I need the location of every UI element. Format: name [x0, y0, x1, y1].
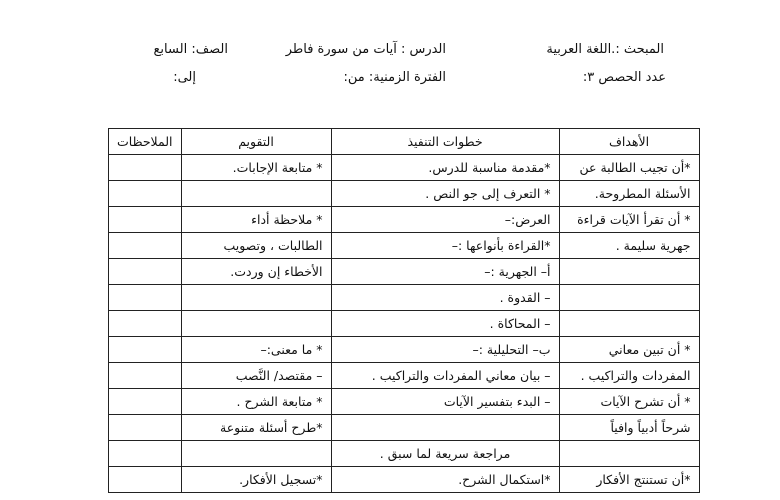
objective-cell: *أن تجيب الطالبة عن — [559, 155, 699, 181]
evaluation-cell: *تسجيل الأفكار. — [181, 467, 331, 493]
table-row — [109, 337, 700, 363]
objective-cell: المفردات والتراكيب . — [559, 363, 699, 389]
objective-cell: *أن تستنتج الأفكار — [559, 467, 699, 493]
step-cell: – البدء بتفسير الآيات — [331, 389, 559, 415]
step-cell: *مقدمة مناسبة للدرس. — [331, 155, 559, 181]
objective-cell — [559, 441, 699, 467]
table-row — [109, 363, 700, 389]
step-cell: * التعرف إلى جو النص . — [331, 181, 559, 207]
timeframe-label: الفترة الزمنية: من: — [343, 70, 446, 85]
table-row — [109, 441, 700, 467]
notes-cell — [109, 233, 182, 259]
evaluation-cell — [181, 311, 331, 337]
periods-label: عدد الحصص ٣: — [582, 70, 666, 85]
grade-label: الصف: السابع — [153, 42, 228, 57]
table-row — [109, 155, 700, 181]
subject-label: المبحث :.اللغة العربية — [546, 42, 664, 57]
notes-cell — [109, 363, 182, 389]
evaluation-cell — [181, 181, 331, 207]
step-cell: ب– التحليلية :– — [331, 337, 559, 363]
lesson-plan-table — [108, 128, 700, 493]
table-row — [109, 467, 700, 493]
step-cell: – بيان معاني المفردات والتراكيب . — [331, 363, 559, 389]
notes-cell — [109, 311, 182, 337]
table-row — [109, 389, 700, 415]
table-body — [109, 155, 700, 493]
notes-cell — [109, 337, 182, 363]
evaluation-cell: – مقتصد/ النَّصب — [181, 363, 331, 389]
evaluation-cell: * متابعة الشرح . — [181, 389, 331, 415]
header-evaluation: التقويم — [181, 129, 331, 155]
notes-cell — [109, 467, 182, 493]
objective-cell — [559, 259, 699, 285]
objective-cell: شرحاً أدبياً وافياً — [559, 415, 699, 441]
table-header-row — [109, 129, 700, 155]
objective-cell: جهرية سليمة . — [559, 233, 699, 259]
notes-cell — [109, 207, 182, 233]
step-cell: أ– الجهرية :– — [331, 259, 559, 285]
table-row — [109, 285, 700, 311]
table-row — [109, 259, 700, 285]
evaluation-cell: الأخطاء إن وردت. — [181, 259, 331, 285]
evaluation-cell: * ما معنى:– — [181, 337, 331, 363]
notes-cell — [109, 415, 182, 441]
notes-cell — [109, 389, 182, 415]
step-cell: *استكمال الشرح. — [331, 467, 559, 493]
step-cell: العرض:– — [331, 207, 559, 233]
step-cell — [331, 415, 559, 441]
table-row — [109, 233, 700, 259]
header-objectives: الأهداف — [559, 129, 699, 155]
table-row — [109, 415, 700, 441]
table-row — [109, 311, 700, 337]
evaluation-cell — [181, 441, 331, 467]
evaluation-cell: * متابعة الإجابات. — [181, 155, 331, 181]
evaluation-cell: *طرح أسئلة متنوعة — [181, 415, 331, 441]
step-cell: مراجعة سريعة لما سبق . — [331, 441, 559, 467]
step-cell: – القدوة . — [331, 285, 559, 311]
table-row — [109, 181, 700, 207]
notes-cell — [109, 155, 182, 181]
to-label: إلى: — [173, 70, 196, 85]
table-row — [109, 207, 700, 233]
header-steps: خطوات التنفيذ — [331, 129, 559, 155]
evaluation-cell — [181, 285, 331, 311]
lesson-label: الدرس : آيات من سورة فاطر — [285, 42, 446, 57]
objective-cell: الأسئلة المطروحة. — [559, 181, 699, 207]
notes-cell — [109, 285, 182, 311]
notes-cell — [109, 181, 182, 207]
notes-cell — [109, 441, 182, 467]
notes-cell — [109, 259, 182, 285]
step-cell: – المحاكاة . — [331, 311, 559, 337]
evaluation-cell: الطالبات ، وتصويب — [181, 233, 331, 259]
objective-cell: * أن تبين معاني — [559, 337, 699, 363]
objective-cell: * أن تقرأ الآيات قراءة — [559, 207, 699, 233]
objective-cell — [559, 285, 699, 311]
objective-cell — [559, 311, 699, 337]
step-cell: *القراءة بأنواعها :– — [331, 233, 559, 259]
objective-cell: * أن تشرح الآيات — [559, 389, 699, 415]
header-notes: الملاحظات — [109, 129, 182, 155]
evaluation-cell: * ملاحظة أداء — [181, 207, 331, 233]
